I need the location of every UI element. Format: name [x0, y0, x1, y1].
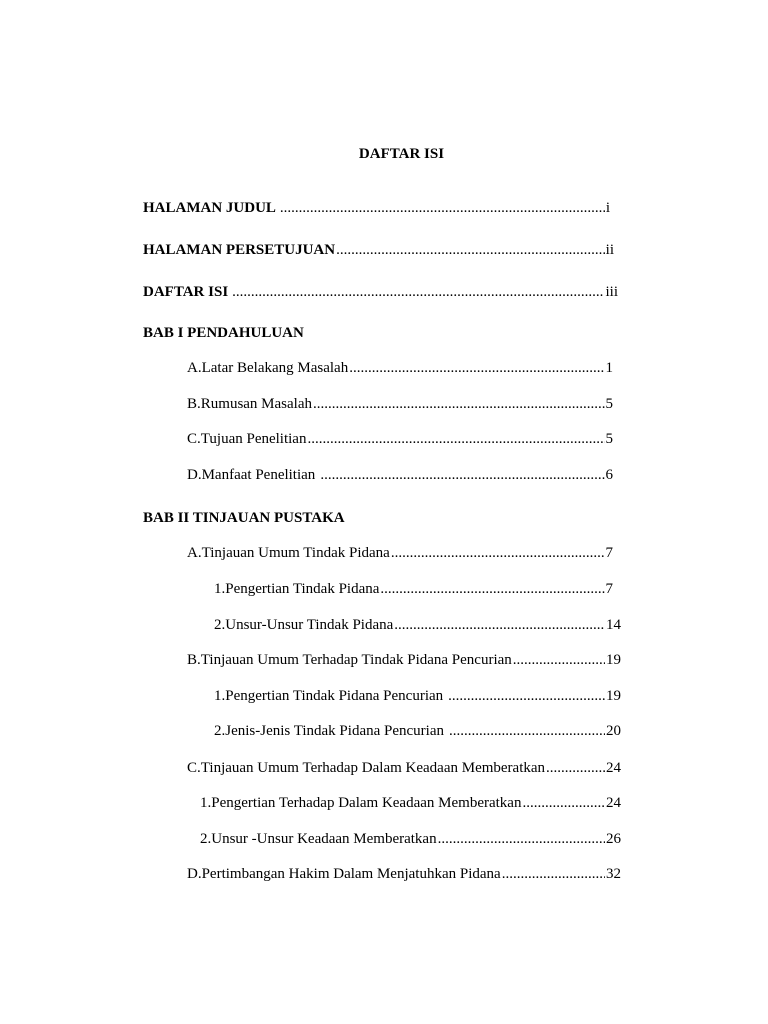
toc-entry [200, 793, 621, 813]
toc-entry [187, 758, 621, 778]
toc-entry-page: 5 [605, 431, 613, 447]
toc-leader-dots [502, 864, 605, 884]
toc-leader-dots [380, 579, 604, 599]
toc-entry-page: 26 [606, 831, 621, 847]
toc-entry-label: Tinjauan Umum Terhadap Tindak Pidana Pencurian [200, 652, 512, 668]
toc-entry-label: Pengertian Terhadap Dalam Keadaan Memberatkan [211, 795, 522, 811]
toc-entry-page: iii [605, 284, 618, 300]
toc-entry-label: Tinjauan Umum Tindak Pidana [201, 545, 390, 561]
toc-leader-dots [320, 465, 604, 485]
chapter-heading-bab-2: BAB II TINJAUAN PUSTAKA [143, 510, 345, 526]
toc-leader-dots [449, 721, 605, 741]
toc-entry-page: ii [605, 242, 614, 258]
toc-entry-halaman-persetujuan [143, 240, 614, 260]
toc-entry-label: Manfaat Penelitian [201, 467, 316, 483]
toc-entry [214, 579, 613, 599]
toc-entry-number: 1. [214, 581, 226, 597]
toc-leader-dots [391, 543, 605, 563]
toc-entry-label: Rumusan Masalah [200, 396, 312, 412]
toc-entry-label: Unsur-Unsur Tindak Pidana [225, 617, 394, 633]
toc-entry-page: 32 [606, 866, 621, 882]
toc-entry [187, 429, 613, 449]
toc-entry-number: C. [187, 431, 201, 447]
toc-entry-page: 7 [605, 545, 613, 561]
toc-entry-number: 1. [200, 795, 212, 811]
toc-leader-dots [438, 829, 605, 849]
toc-entry-number: B. [187, 652, 201, 668]
toc-entry-label: HALAMAN JUDUL [143, 200, 276, 216]
toc-entry-number: C. [187, 760, 201, 776]
toc-entry-page: 5 [605, 396, 613, 412]
toc-entry [187, 543, 613, 563]
toc-entry [214, 615, 621, 635]
toc-leader-dots [280, 198, 605, 218]
toc-leader-dots [546, 758, 605, 778]
toc-entry-page: 24 [606, 760, 621, 776]
toc-entry-number: 2. [214, 617, 226, 633]
toc-entry-page: 6 [605, 467, 613, 483]
toc-entry-number: A. [187, 545, 202, 561]
toc-entry [214, 686, 621, 706]
toc-entry-number: D. [187, 467, 202, 483]
toc-leader-dots [349, 358, 604, 378]
toc-entry-number: 2. [200, 831, 212, 847]
toc-leader-dots [232, 282, 604, 302]
toc-entry-page: 1 [605, 360, 613, 376]
toc-entry [187, 650, 621, 670]
toc-entry-label: Tujuan Penelitian [200, 431, 307, 447]
toc-leader-dots [336, 240, 605, 260]
toc-entry [187, 394, 613, 414]
toc-entry-page: i [605, 200, 610, 216]
toc-entry [187, 358, 613, 378]
chapter-heading-bab-1: BAB I PENDAHULUAN [143, 325, 304, 341]
toc-entry-label: HALAMAN PERSETUJUAN [143, 242, 336, 258]
toc-entry-label: Jenis-Jenis Tindak Pidana Pencurian [225, 723, 444, 739]
toc-entry-label: DAFTAR ISI [143, 284, 229, 300]
toc-leader-dots [448, 686, 605, 706]
toc-entry-label: Latar Belakang Masalah [201, 360, 349, 376]
toc-entry-number: D. [187, 866, 202, 882]
toc-entry-label: Pertimbangan Hakim Dalam Menjatuhkan Pidana [201, 866, 501, 882]
toc-entry [200, 829, 621, 849]
page-title: DAFTAR ISI [358, 146, 445, 162]
toc-entry-page: 19 [606, 688, 621, 704]
toc-leader-dots [313, 394, 605, 414]
toc-entry-label: Unsur -Unsur Keadaan Memberatkan [211, 831, 437, 847]
toc-entry [214, 721, 621, 741]
toc-entry-halaman-judul [143, 198, 610, 218]
toc-entry-number: 1. [214, 688, 226, 704]
toc-entry-page: 20 [606, 723, 621, 739]
toc-leader-dots [522, 793, 605, 813]
toc-entry [187, 465, 613, 485]
toc-entry-page: 7 [605, 581, 613, 597]
toc-leader-dots [513, 650, 605, 670]
toc-entry-page: 19 [606, 652, 621, 668]
toc-entry-label: Tinjauan Umum Terhadap Dalam Keadaan Memberatkan [200, 760, 546, 776]
toc-leader-dots [307, 429, 604, 449]
toc-entry-number: 2. [214, 723, 226, 739]
toc-entry-label: Pengertian Tindak Pidana [225, 581, 380, 597]
toc-entry-page: 14 [606, 617, 621, 633]
toc-entry-label: Pengertian Tindak Pidana Pencurian [225, 688, 444, 704]
toc-leader-dots [394, 615, 605, 635]
toc-entry-daftar-isi [143, 282, 618, 302]
toc-entry-number: B. [187, 396, 201, 412]
toc-entry-page: 24 [606, 795, 621, 811]
toc-entry-number: A. [187, 360, 202, 376]
toc-entry [187, 864, 621, 884]
